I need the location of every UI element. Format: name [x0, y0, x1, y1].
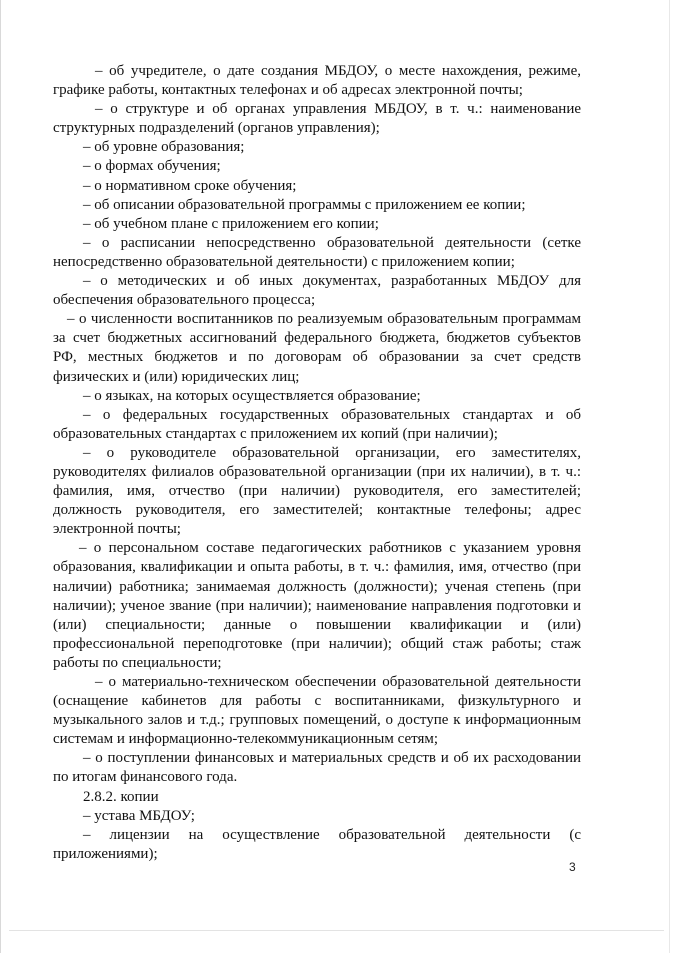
paragraph: – об учредителе, о дате создания МБДОУ, о месте нахождения, режиме, графике работы, контактных телефонах и об адресах электронной почты;	[53, 63, 581, 99]
paragraph: – о федеральных государственных образовательных стандартах и об образовательных стандартах с приложением их копий (при наличии);	[53, 406, 581, 442]
paragraph: – о поступлении финансовых и материальных средств и об их расходовании по итогам финансового года.	[53, 750, 581, 786]
paragraph: – о расписании непосредственно образовательной деятельности (сетке непосредственно образовательной деятельности) с приложением копии;	[53, 234, 581, 270]
paragraph: – о методических и об иных документах, разработанных МБДОУ для обеспечения образовательного процесса;	[53, 273, 581, 309]
paragraph: – лицензии на осуществление образовательной деятельности (с приложениями);	[53, 826, 581, 862]
paragraph: – о структуре и об органах управления МБДОУ, в т. ч.: наименование структурных подразделений (органов управления);	[53, 101, 581, 137]
page-number: 3	[569, 860, 576, 874]
paragraph: – устава МБДОУ;	[83, 807, 195, 824]
paragraph: – о языках, на которых осуществляется образование;	[83, 387, 421, 404]
section-heading: 2.8.2. копии	[83, 788, 159, 805]
paragraph: – о формах обучения;	[83, 158, 221, 175]
paragraph: – о материально-техническом обеспечении образовательной деятельности (оснащение кабинетов для работы с воспитанниками, физкультурного и музыкального залов и т.д.; групповых помещений, о доступе к информационным системам и информационно-телекоммуникационным сетям;	[53, 674, 581, 748]
paragraph: – об описании образовательной программы с приложением ее копии;	[83, 196, 526, 213]
paragraph: – об учебном плане с приложением его копии;	[83, 215, 379, 232]
paragraph: – об уровне образования;	[83, 139, 245, 156]
paragraph: – о персональном составе педагогических работников с указанием уровня образования, квалификации и опыта работы, в т. ч.: фамилия, имя, отчество (при наличии) работника; занимаемая должность (должности); ученая степень (при наличии); ученое звание (при наличии); наименование направления подготовки и (или) специальности; данные о повышении квалификации и (или) профессиональной переподготовке (при наличии); общий стаж работы; стаж работы по специальности;	[53, 540, 581, 671]
paragraph: – о численности воспитанников по реализуемым образовательным программам за счет бюджетных ассигнований федерального бюджета, бюджетов субъектов РФ, местных бюджетов и по договорам об образовании за счет средств физических и (или) юридических лиц;	[53, 311, 581, 385]
scan-edge-right	[669, 0, 670, 953]
paragraph: – о руководителе образовательной организации, его заместителях, руководителях филиалов образовательной организации (при их наличии), в т. ч.: фамилия, имя, отчество (при наличии) руководителя, его заместителей; должность руководителя, его заместителей; контактные телефоны; адрес электронной почты;	[53, 444, 581, 538]
document-body	[53, 62, 581, 864]
scan-edge-bottom	[9, 930, 664, 931]
paragraph: – о нормативном сроке обучения;	[83, 177, 297, 194]
